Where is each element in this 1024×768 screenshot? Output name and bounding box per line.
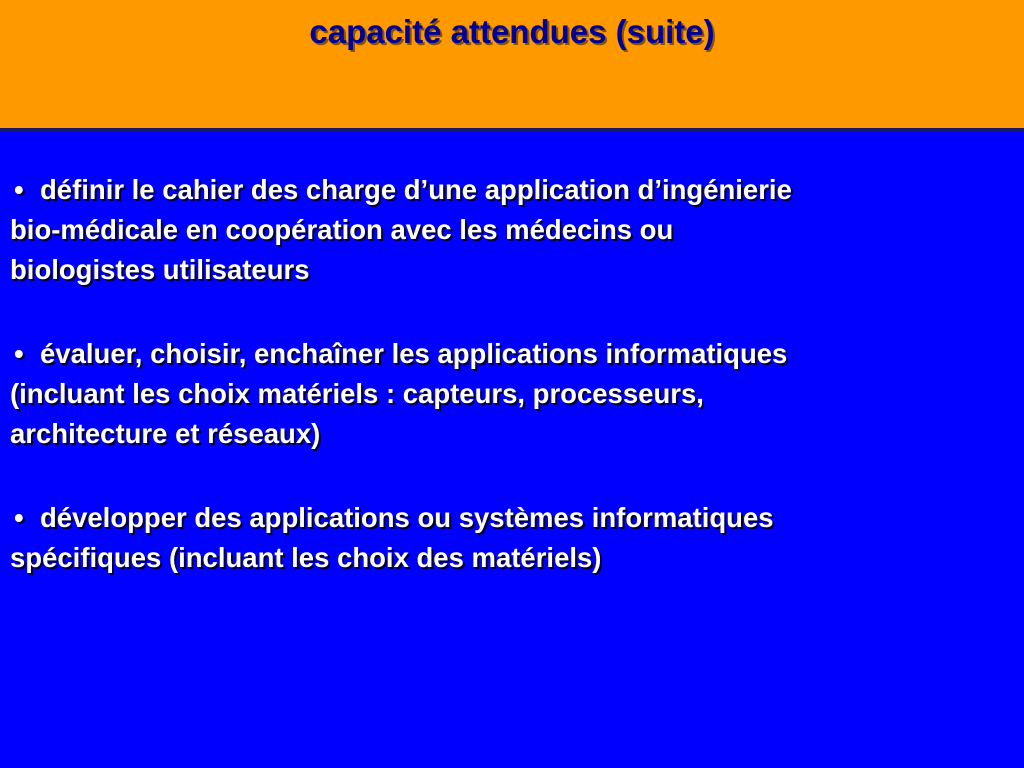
bullet-text: évaluer, choisir, enchaîner les applications informatiques (incluant les choix matériels : capteurs, processeurs, architecture et réseaux) [10,338,788,449]
bullet-icon: • [14,174,24,205]
bullet-item [10,170,1010,290]
slide-header-band [0,0,1024,128]
header-divider [0,128,1024,132]
bullet-item [10,498,1010,578]
bullet-icon: • [14,502,24,533]
bullet-text: définir le cahier des charge d’une application d’ingénierie bio-médicale en coopération avec les médecins ou biologistes utilisateurs [10,174,792,285]
slide-title: capacité attendues (suite) [309,13,715,50]
bullet-icon: • [14,338,24,369]
bullet-text: développer des applications ou systèmes informatiques spécifiques (incluant les choix des matériels) [10,502,774,573]
bullet-list [10,170,1010,622]
bullet-item [10,334,1010,454]
